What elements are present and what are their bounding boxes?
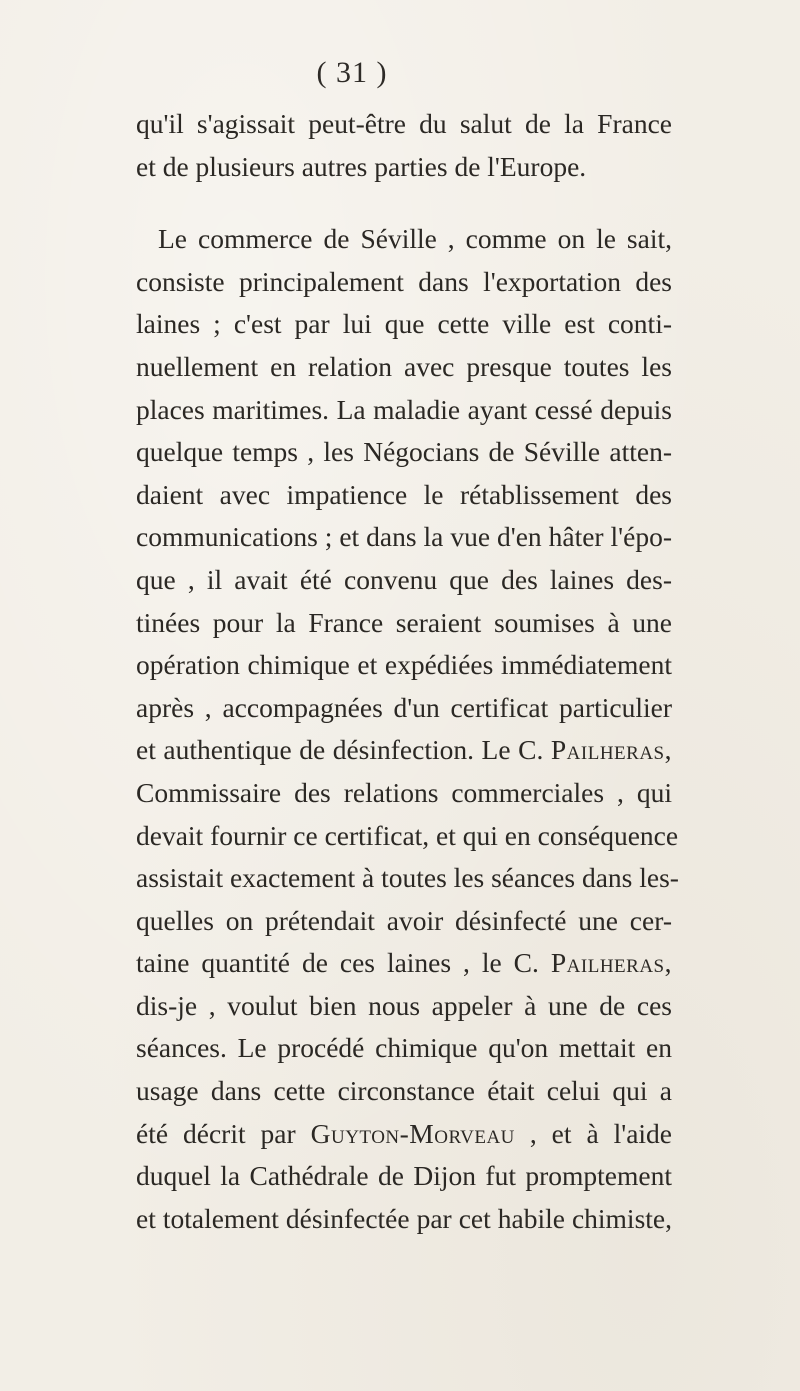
text-line: dis-je , voulut bien nous appeler à une de ces — [136, 989, 672, 1021]
text-line: tinées pour la France seraient soumises à une — [136, 606, 672, 638]
text-fragment: et authentique de désinfection. Le C. — [136, 734, 551, 766]
text-line: communications ; et dans la vue d'en hâter l'épo- — [136, 521, 672, 553]
text-line — [136, 729, 672, 772]
text-line: et totalement désinfectée par cet habile chimiste, — [136, 1202, 672, 1234]
text-line: nuellement en relation avec presque toutes les — [136, 350, 672, 382]
body-text — [136, 103, 679, 1240]
text-line: assistait exactement à toutes les séances dans les- — [136, 862, 679, 894]
text-line: opération chimique et expédiées immédiatement — [136, 649, 672, 681]
page-number: ( 31 ) — [316, 56, 388, 89]
text-line: devait fournir ce certificat, et qui en conséquence — [136, 819, 679, 851]
paragraph-gap — [136, 188, 672, 218]
text-line: qu'il s'agissait peut-être du salut de la France — [136, 108, 672, 139]
text-line: daient avec impatience le rétablissement des — [136, 478, 672, 510]
text-line: Commissaire des relations commerciales , qui — [136, 776, 672, 808]
text-line — [136, 1113, 672, 1156]
text-fragment: , et à l'aide — [514, 1117, 673, 1149]
text-line: usage dans cette circonstance était celui qui a — [136, 1075, 672, 1107]
text-line: laines ; c'est par lui que cette ville est conti- — [136, 308, 672, 340]
text-line: quelles on prétendait avoir désinfecté une cer- — [136, 904, 672, 936]
text-line: places maritimes. La maladie ayant cessé depuis — [136, 393, 672, 425]
text-line: que , il avait été convenu que des laines des- — [136, 563, 672, 595]
text-line: Le commerce de Séville , comme on le sait, — [158, 223, 672, 255]
person-name: Guyton-Morveau — [310, 1117, 515, 1149]
text-fragment: été décrit par — [136, 1117, 311, 1149]
text-line: consiste principalement dans l'exportation des — [136, 265, 672, 297]
person-name: Pailheras, — [550, 734, 672, 766]
text-line: duquel la Cathédrale de Dijon fut promptement — [136, 1160, 672, 1192]
text-line: après , accompagnées d'un certificat particulier — [136, 691, 672, 723]
person-name: Pailheras, — [550, 947, 672, 979]
text-line: quelque temps , les Négocians de Séville atten- — [136, 436, 672, 468]
text-fragment: taine quantité de ces laines , le C. — [136, 947, 551, 979]
text-line: et de plusieurs autres parties de l'Europe. — [136, 150, 587, 182]
text-line: séances. Le procédé chimique qu'on mettait en — [136, 1032, 672, 1064]
text-line — [136, 942, 672, 985]
